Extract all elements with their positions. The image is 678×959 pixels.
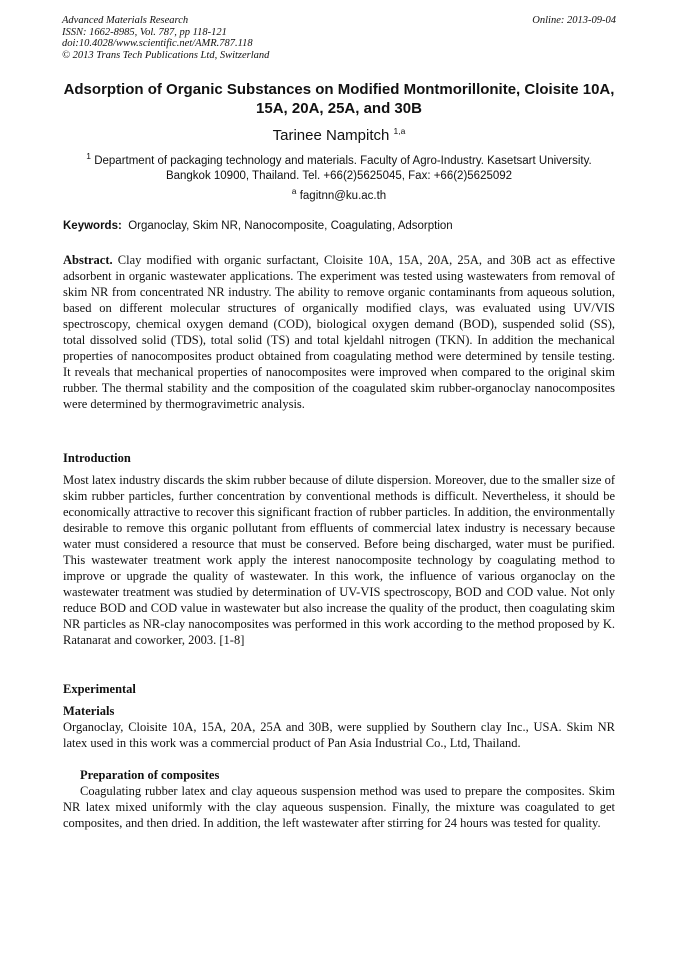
abstract xyxy=(63,252,615,412)
preparation-heading: Preparation of composites xyxy=(80,768,220,782)
journal-copyright: © 2013 Trans Tech Publications Ltd, Switzerland xyxy=(62,49,270,61)
abstract-text: Clay modified with organic surfactant, Cloisite 10A, 15A, 20A, 25A, and 30B act as effective adsorbent in organic wastewater applications. The experiment was tested using wastewaters from removal of skim NR from concentrated NR industry. The ability to remove organic contaminants from aqueous solution, based on different molecular structures of organically modified clays, was evaluated using UV/VIS spectroscopy, chemical oxygen demand (COD), biological oxygen demand (BOD), suspended solid (SS), total dissolved solid (TDS), total solid (TS) and total kjeldahl nitrogen (TKN). In addition the mechanical properties of nanocomposites product obtained from coagulating method were determined by tensile testing. It reveals that mechanical properties of nanocomposites were improved when compared to the original skim rubber. The thermal stability and the composition of the coagulated skim rubber-organoclay nanocomposites were determined by thermogravimetric analysis. xyxy=(63,253,615,411)
affiliation-text: Department of packaging technology and materials. Faculty of Agro-Industry. Kasetsart University. Bangkok 10900, Thailand. Tel. +66(2)5625045, Fax: +66(2)5625092 xyxy=(94,154,592,182)
keywords xyxy=(63,219,615,234)
materials-heading: Materials xyxy=(63,704,115,718)
keywords-text: Organoclay, Skim NR, Nanocomposite, Coagulating, Adsorption xyxy=(128,220,453,232)
journal-issn: ISSN: 1662-8985, Vol. 787, pp 118-121 xyxy=(62,26,227,38)
journal-name: Advanced Materials Research xyxy=(62,15,189,26)
abstract-label: Abstract. xyxy=(63,253,113,267)
online-date: Online: 2013-09-04 xyxy=(532,15,616,26)
introduction-text: Most latex industry discards the skim rubber because of dilute dispersion. Moreover, due to the smaller size of skim rubber particles, further concentration by conventional methods is difficult. Nevertheless, it should be economically attractive to recover this significant fraction of rubber particles. In addition, the environmentally desirable to remove this organic pollutant from effluents of commercial latex industry is necessary because water must considered a resource that must be conserved. Before being discharged, water must be purified. This wastewater treatment work apply the interest nanocomposite technology by coagulating method to improve or upgrade the quality of wastewater. In this work, the influence of various organoclay on the wastewater treatment was studied by determination of UV-VIS spectroscopy, BOD and COD value. Not only reduce BOD and COD value in wastewater but also increase the quality of the product, then coagulating skim NR particles as NR-clay nanocomposites was performed in this work according to the method proposed by K. Ratanarat and coworker, 2003. [1-8] xyxy=(63,473,615,647)
journal-header xyxy=(62,15,616,61)
introduction-heading: Introduction xyxy=(63,451,131,465)
paper-title: Adsorption of Organic Substances on Modified Montmorillonite, Cloisite 10A, 15A, 20A, 25A, and 30B xyxy=(63,81,615,117)
preparation-text: Coagulating rubber latex and clay aqueous suspension method was used to prepare the composites. Skim NR latex mixed uniformly with the clay aqueous suspension. Finally, the mixture was coagulated to get composites, and then dried. In addition, the left wastewater after stirring for 24 hours was tested for quality. xyxy=(63,784,615,830)
author-line xyxy=(50,122,628,145)
affiliation xyxy=(80,149,598,184)
keywords-label: Keywords: xyxy=(63,220,122,232)
email-superscript: a xyxy=(291,186,297,196)
author-superscript: 1,a xyxy=(393,126,406,136)
author-name: Tarinee Nampitch xyxy=(272,127,390,144)
affiliation-superscript: 1 xyxy=(86,151,91,161)
journal-doi[interactable]: doi:10.4028/www.scientific.net/AMR.787.118 xyxy=(62,38,253,49)
author-email[interactable]: fagitnn@ku.ac.th xyxy=(299,189,387,202)
materials-text: Organoclay, Cloisite 10A, 15A, 20A, 25A and 30B, were supplied by Southern clay Inc., USA. Skim NR latex used in this work was a commercial product of Pan Asia Industrial Co., Ltd, Thailand. xyxy=(63,720,615,750)
experimental-heading: Experimental xyxy=(63,682,136,696)
author-email-line xyxy=(80,184,598,204)
